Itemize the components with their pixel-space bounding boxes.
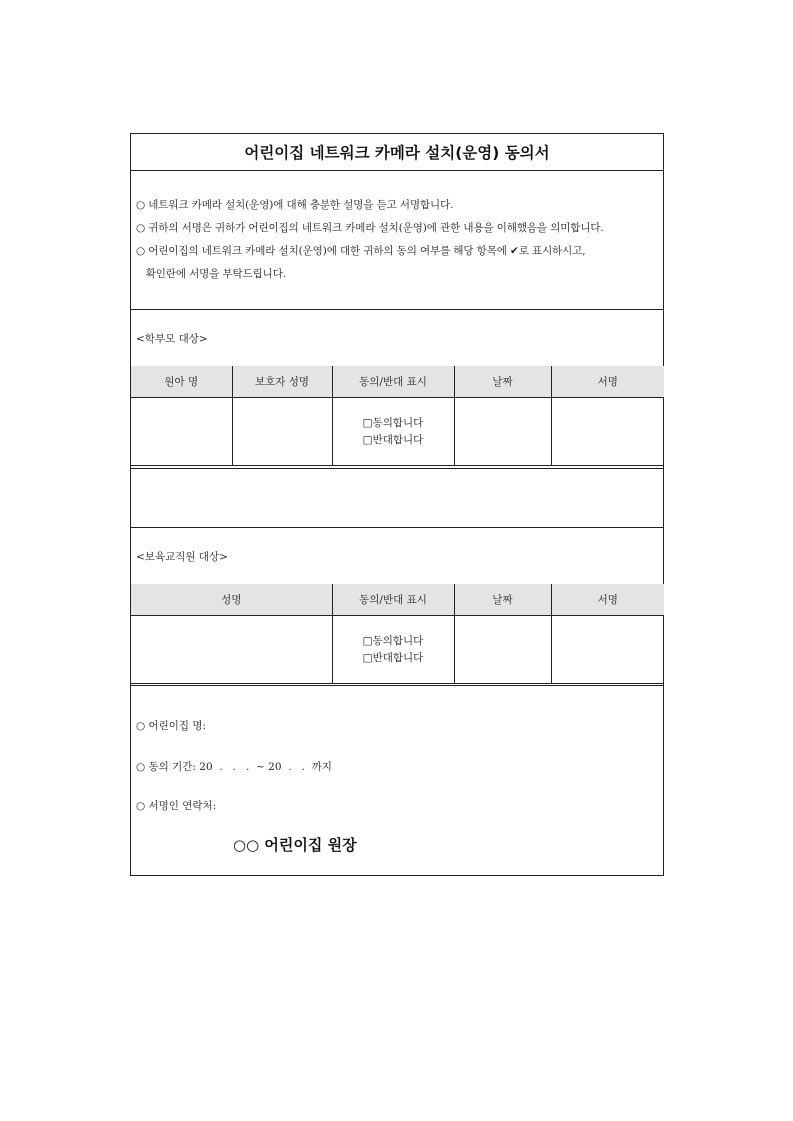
consent-period-line: ○ 동의 기간: 20 . . . ~ 20 . . 까지	[136, 761, 332, 773]
child-name-cell[interactable]	[131, 398, 232, 466]
header-consent: 동의/반대 표시	[332, 366, 454, 398]
date-cell[interactable]	[454, 398, 551, 466]
director-signature-line: ○○ 어린이집 원장	[233, 836, 357, 854]
divider	[131, 685, 663, 686]
agree-checkbox[interactable]: □동의합니다	[362, 634, 424, 647]
header-date: 날짜	[454, 584, 551, 616]
header-guardian-name: 보호자 성명	[232, 366, 332, 398]
divider	[131, 309, 663, 310]
notice-1: ○ 네트워크 카메라 설치(운영)에 대해 충분한 설명을 듣고 서명합니다.	[136, 199, 454, 211]
parents-section-label: <학부모 대상>	[136, 333, 208, 345]
disagree-checkbox[interactable]: □반대합니다	[362, 433, 424, 446]
staff-section-label: <보육교직원 대상>	[136, 551, 228, 563]
header-date: 날짜	[454, 366, 551, 398]
signature-cell[interactable]	[551, 398, 664, 466]
header-staff-name: 성명	[131, 584, 332, 616]
consent-cell	[332, 616, 454, 684]
consent-cell	[332, 398, 454, 466]
header-signature: 서명	[551, 366, 664, 398]
header-consent: 동의/반대 표시	[332, 584, 454, 616]
divider	[131, 468, 663, 469]
form-title: 어린이집 네트워크 카메라 설치(운영) 동의서	[244, 144, 550, 162]
notice-2: ○ 귀하의 서명은 귀하가 어린이집의 네트워크 카메라 설치(운영)에 관한 내용을 이해했음을 의미합니다.	[136, 222, 604, 234]
notice-4: 확인란에 서명을 부탁드립니다.	[136, 268, 286, 280]
divider	[131, 527, 663, 528]
staff-name-cell[interactable]	[131, 616, 332, 684]
consent-form	[130, 133, 664, 876]
contact-line: ○ 서명인 연락처:	[136, 800, 217, 812]
signature-cell[interactable]	[551, 616, 664, 684]
guardian-name-cell[interactable]	[232, 398, 332, 466]
header-signature: 서명	[551, 584, 664, 616]
header-child-name: 원아 명	[131, 366, 232, 398]
notice-3: ○ 어린이집의 네트워크 카메라 설치(운영)에 대한 귀하의 동의 여부를 해당 항목에 ✔로 표시하시고,	[136, 245, 586, 257]
parents-table	[131, 366, 664, 466]
date-cell[interactable]	[454, 616, 551, 684]
agree-checkbox[interactable]: □동의합니다	[362, 416, 424, 429]
daycare-name-line: ○ 어린이집 명:	[136, 720, 207, 732]
divider	[131, 170, 663, 171]
disagree-checkbox[interactable]: □반대합니다	[362, 651, 424, 664]
staff-table	[131, 584, 664, 684]
